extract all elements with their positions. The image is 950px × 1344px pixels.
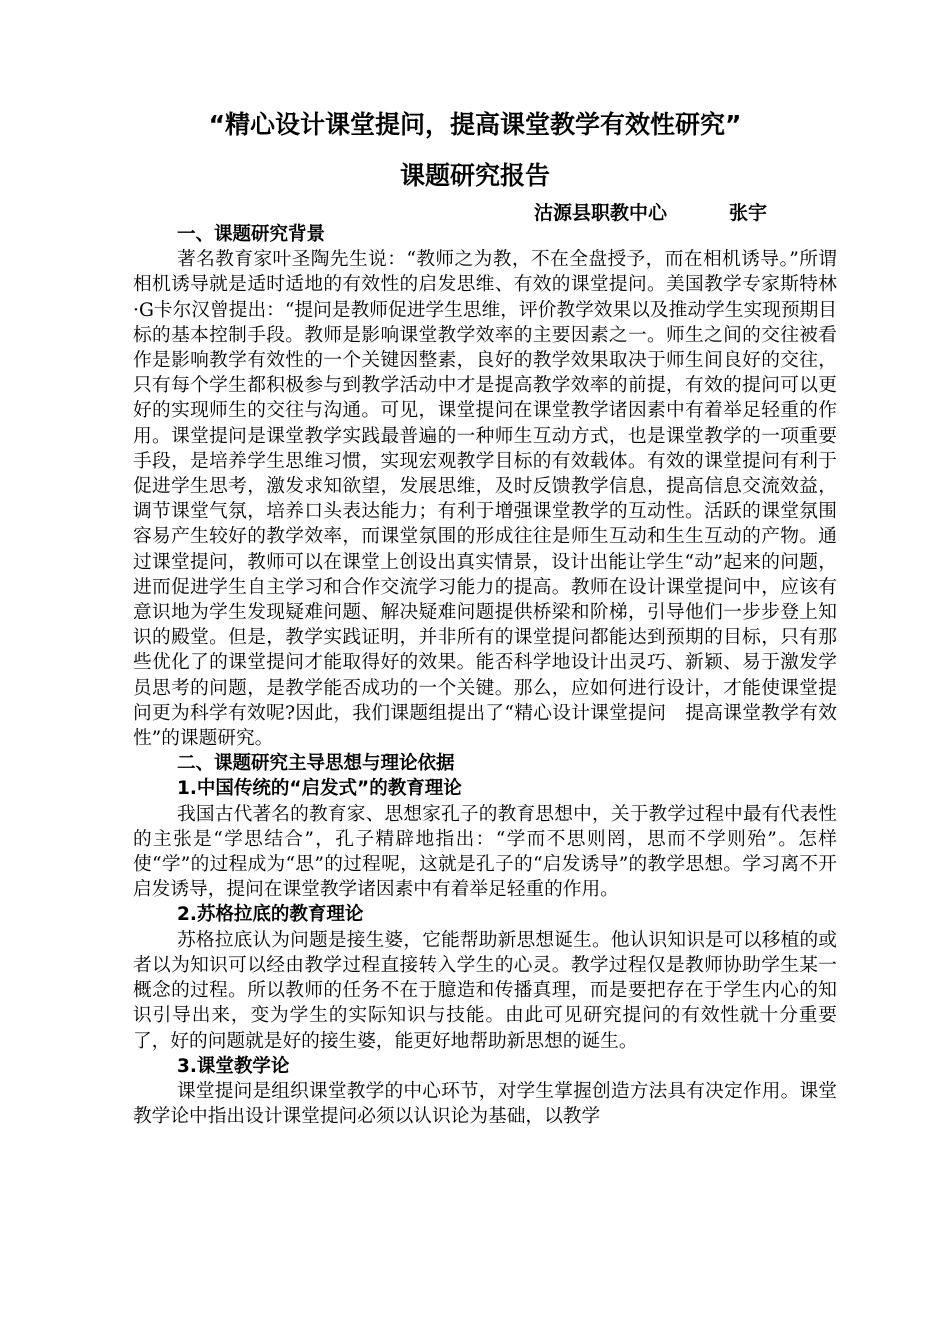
paragraph-socrates: 苏格拉底认为问题是接生婆，它能帮助新思想诞生。他认识知识是可以移植的或者以为知识可以经由教学过程直接转入学生的心灵。教学过程仅是教师协助学生某一概念的过程。所以教师的任务不在于臆造和传播真理，而是要把存在于学生内心的知识引导出来，变为学生的实际知识与技能。由此可见研究提问的有效性就十分重要了，好的问题就是好的接生婆，能更好地帮助新思想的诞生。	[133, 929, 837, 1052]
document-body	[133, 222, 837, 1129]
author-name: 张宇	[729, 202, 768, 224]
subsection-heading-classroom-theory: 3.课堂教学论	[177, 1055, 290, 1077]
author-organization: 沽源县职教中心	[534, 202, 668, 224]
subsection-heading-heuristic: 1.中国传统的“启发式”的教育理论	[177, 778, 462, 800]
section-heading-theory: 二、课题研究主导思想与理论依据	[177, 753, 455, 775]
document-subtitle: 课题研究报告	[399, 161, 550, 190]
subsection-heading-socrates: 2.苏格拉底的教育理论	[177, 904, 364, 926]
paragraph-background: 著名教育家叶圣陶先生说：“教师之为教，不在全盘授予，而在相机诱导。”所谓相机诱导就是适时适地的有效性的启发思维、有效的课堂提问。美国教学专家斯特林·G卡尔汉曾提出：“提问是教师促进学生思维，评价教学效果以及推动学生实现预期目标的基本控制手段。教师是影响课堂教学效率的主要因素之一。师生之间的交往被看作是影响教学有效性的一个关键因整素，良好的教学效果取决于师生间良好的交往，只有每个学生都积极参与到教学活动中才是提高教学效率的前提，有效的提问可以更好的实现师生的交往与沟通。可见，课堂提问在课堂教学诸因素中有着举足轻重的作用。课堂提问是课堂教学实践最普遍的一种师生互动方式，也是课堂教学的一项重要手段，是培养学生思维习惯，实现宏观教学目标的有效载体。有效的课堂提问有利于促进学生思考，激发求知欲望，发展思维，及时反馈教学信息，提高信息交流效益，调节课堂气氛，培养口头表达能力；有利于增强课堂教学的互动性。活跃的课堂氛围容易产生较好的教学效率，而课堂氛围的形成往往是师生互动和生生互动的产物。通过课堂提问，教师可以在课堂上创设出真实情景，设计出能让学生“动”起来的问题，进而促进学生自主学习和合作交流学习能力的提高。教师在设计课堂提问中，应该有意识地为学生发现疑难问题、解决疑难问题提供桥梁和阶梯，引导他们一步步登上知识的殿堂。但是，教学实践证明，并非所有的课堂提问都能达到预期的目标，只有那些优化了的课堂提问才能取得好的效果。能否科学地设计出灵巧、新颖、易于激发学员思考的问题，是教学能否成功的一个关键。那么，应如何进行设计，才能使课堂提问更为科学有效呢?因此，我们课题组提出了“精心设计课堂提问 提高课堂教学有效性”的课题研究。	[133, 249, 837, 750]
section-heading-background: 一、课题研究背景	[177, 224, 326, 245]
paragraph-heuristic: 我国古代著名的教育家、思想家孔子的教育思想中，关于教学过程中最有代表性的主张是“学思结合”，孔子精辟地指出：“学而不思则罔，思而不学则殆”。怎样使“学”的过程成为“思”的过程呢，这就是孔子的“启发诱导”的教学思想。学习离不开启发诱导，提问在课堂教学诸因素中有着举足轻重的作用。	[133, 803, 837, 901]
paragraph-classroom-theory: 课堂提问是组织课堂教学的中心环节，对学生掌握创造方法具有决定作用。课堂教学论中指出设计课堂提问必须以认识论为基础，以教学	[133, 1080, 837, 1128]
document-title: “精心设计课堂提问，提高课堂教学有效性研究”	[208, 110, 742, 139]
